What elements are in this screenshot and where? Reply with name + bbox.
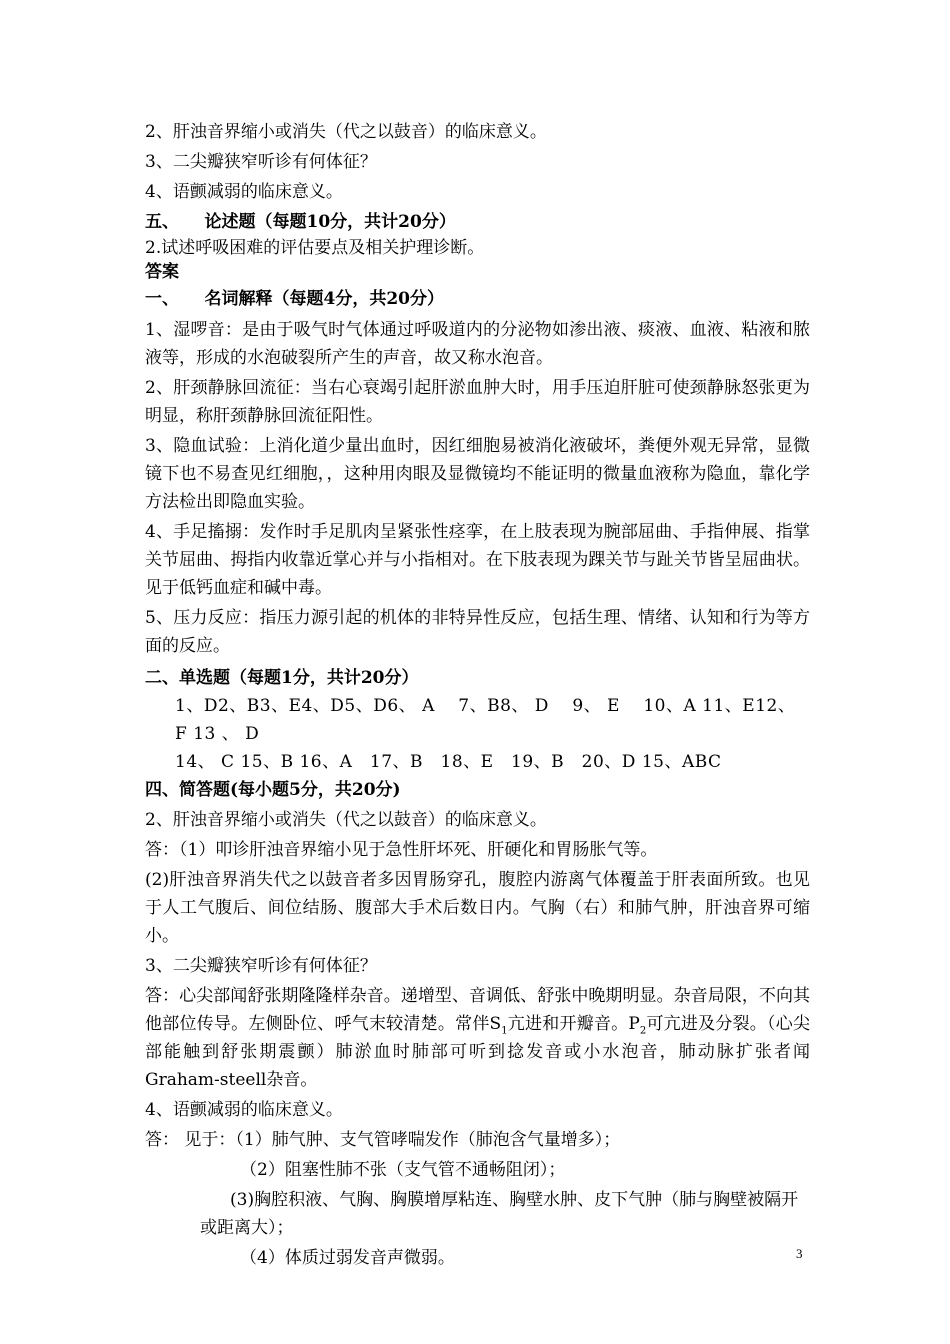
short-answer-text: (3)胸腔积液、气胸、胸膜增厚粘连、胸壁水肿、皮下气肿（肺与胸壁被隔开或距离大）；: [200, 1190, 799, 1238]
short-answer-question: 3、二尖瓣狭窄听诊有何体征？: [145, 956, 377, 976]
subscript: 1: [501, 1025, 508, 1037]
short-answer-text: 答： 见于：（1）肺气肿、支气管哮喘发作（肺泡含气量增多）；: [145, 1130, 621, 1150]
page-content: [145, 118, 810, 1272]
short-answer-text: （4）体质过弱发音声微弱。: [240, 1248, 455, 1268]
short-answer-text: 答：（1）叩诊肝浊音界缩小见于急性肝坏死、肝硬化和胃肠胀气等。: [145, 840, 658, 860]
question-item: 3、二尖瓣狭窄听诊有何体征？: [145, 152, 377, 172]
definition-item: 2、肝颈静脉回流征：当右心衰竭引起肝淤血肿大时，用手压迫肝脏可使颈静脉怒张更为明显，称肝颈静脉回流征阳性。: [145, 378, 810, 426]
definition-item: 5、压力反应：指压力源引起的机体的非特异性反应，包括生理、情绪、认知和行为等方面的反应。: [145, 608, 810, 656]
section-5-item: 2.试述呼吸困难的评估要点及相关护理诊断。: [145, 238, 485, 258]
section-1-title: 一、 名词解释（每题4分，共20分）: [145, 289, 444, 309]
definition-item: 4、手足搐搦：发作时手足肌肉呈紧张性痉挛，在上肢表现为腕部屈曲、手指伸展、指掌关节屈曲、拇指内收靠近掌心并与小指相对。在下肢表现为踝关节与趾关节皆呈屈曲状。见于低钙血症和碱中毒。: [145, 522, 810, 598]
short-answer-question: 4、语颤减弱的临床意义。: [145, 1100, 343, 1120]
answer-label: 答案: [145, 262, 179, 282]
short-answer-text: [145, 982, 810, 1094]
mcq-answers-line: 1、D2、B3、E4、D5、D6、 A 7、B8、 D 9、 E 10、A 11、E12、 F 13 、 D: [175, 696, 796, 744]
question-item: 2、肝浊音界缩小或消失（代之以鼓音）的临床意义。: [145, 122, 547, 142]
answer-text-segment: 亢进和开瓣音。P: [507, 1014, 640, 1034]
short-answer-text: （2）阻塞性肺不张（支气管不通畅阻闭）；: [240, 1160, 566, 1180]
definition-item: 3、隐血试验：上消化道少量出血时，因红细胞易被消化液破坏，粪便外观无异常，显微镜下也不易查见红细胞，，这种用肉眼及显微镜均不能证明的微量血液称为隐血，靠化学方法检出即隐血实验。: [145, 436, 810, 512]
subscript: 2: [639, 1025, 647, 1037]
short-answer-question: 2、肝浊音界缩小或消失（代之以鼓音）的临床意义。: [145, 810, 547, 830]
section-2-title: 二、单选题（每题1分，共计20分）: [145, 668, 419, 688]
short-answer-text: (2)肝浊音界消失代之以鼓音者多因胃肠穿孔，腹腔内游离气体覆盖于肝表面所致。也见于人工气腹后、间位结肠、腹部大手术后数日内。气胸（右）和肺气肿，肝浊音界可缩小。: [145, 870, 810, 946]
answer-text-segment: 答：心尖部闻舒张期隆隆样杂音。递增型、音调低、舒张中晚期明显。杂音局限，不向其他部位传导。左侧卧位、呼气末较清楚。常伴S: [145, 986, 810, 1034]
question-item: 4、语颤减弱的临床意义。: [145, 182, 343, 202]
mcq-answers-line: 14、 C 15、B 16、A 17、B 18、E 19、B 20、D 15、ABC: [175, 752, 722, 772]
section-4-title: 四、简答题(每小题5分，共20分): [145, 780, 401, 800]
definition-item: 1、湿啰音：是由于吸气时气体通过呼吸道内的分泌物如渗出液、痰液、血液、粘液和脓液等，形成的水泡破裂所产生的声音，故又称水泡音。: [145, 320, 810, 368]
answer-text-segment: 可亢进及分裂。（心尖部能触到舒张期震颤）肺淤血时肺部可听到捻发音或小水泡音，肺动脉扩张者闻Graham-steell杂音。: [145, 1014, 810, 1090]
section-5-title: 五、 论述题（每题10分，共计20分）: [145, 212, 456, 232]
page-number: 3: [796, 1246, 803, 1261]
